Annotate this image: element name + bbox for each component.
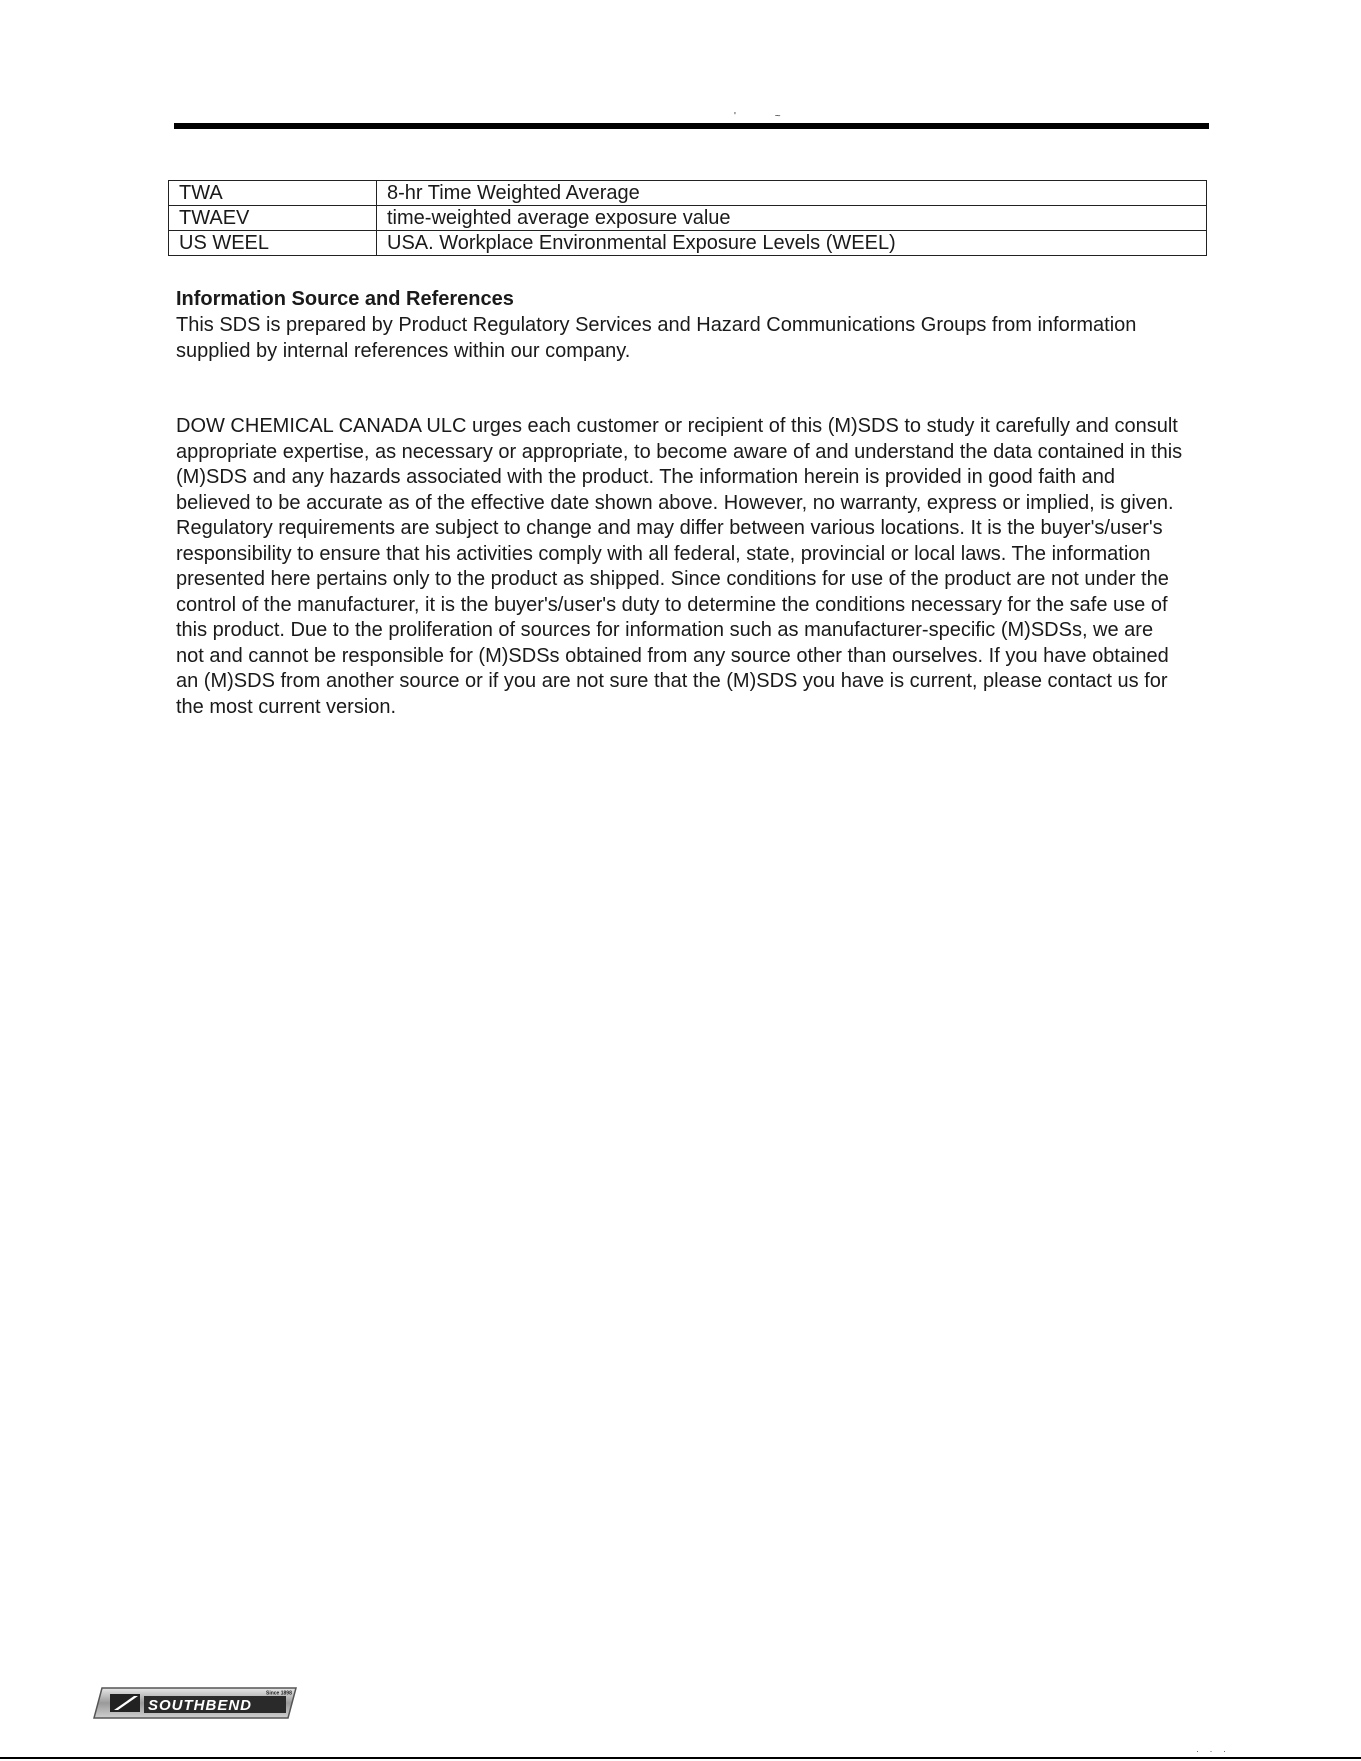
abbreviation-cell: TWA (169, 181, 377, 206)
southbend-logo (92, 1686, 300, 1720)
intro-paragraph: This SDS is prepared by Product Regulatory Services and Hazard Communications Groups from information supplied by internal references within our company. (176, 314, 1137, 362)
disclaimer-paragraph: DOW CHEMICAL CANADA ULC urges each customer or recipient of this (M)SDS to study it carefully and consult appropriate expertise, as necessary or appropriate, to become aware of and understand the data contained in this (M)SDS and any hazards associated with the product. The information herein is provided in good faith and believed to be accurate as of the effective date shown above. However, no warranty, express or implied, is given. Regulatory requirements are subject to change and may differ between various locations. It is the buyer's/user's responsibility to ensure that his activities comply with all federal, state, provincial or local laws. The information presented here pertains only to the product as shipped. Since conditions for use of the product are not under the control of the manufacturer, it is the buyer's/user's duty to determine the conditions necessary for the safe use of this product. Due to the proliferation of sources for information such as manufacturer-specific (M)SDSs, we are not and cannot be responsible for (M)SDSs obtained from any source other than ourselves. If you have obtained an (M)SDS from another source or if you are not sure that the (M)SDS you have is current, please contact us for the most current version. (176, 415, 1183, 718)
abbreviation-cell: TWAEV (169, 206, 377, 231)
abbreviations-table (168, 180, 1207, 256)
footer-tail-marks: · · · (1196, 1746, 1230, 1756)
table-row (169, 231, 1207, 256)
table-row (169, 181, 1207, 206)
table-row (169, 206, 1207, 231)
section-heading: Information Source and References (176, 288, 514, 310)
abbreviation-cell: US WEEL (169, 231, 377, 256)
header-marks: ' ~ (734, 111, 799, 122)
logo-since-text: Since 1898 (266, 1690, 292, 1697)
definition-cell: 8-hr Time Weighted Average (377, 181, 1207, 206)
logo-text: SOUTHBEND (148, 1697, 253, 1714)
definition-cell: time-weighted average exposure value (377, 206, 1207, 231)
footer-rule (0, 1757, 1361, 1759)
header-rule (174, 123, 1209, 129)
definition-cell: USA. Workplace Environmental Exposure Levels (WEEL) (377, 231, 1207, 256)
